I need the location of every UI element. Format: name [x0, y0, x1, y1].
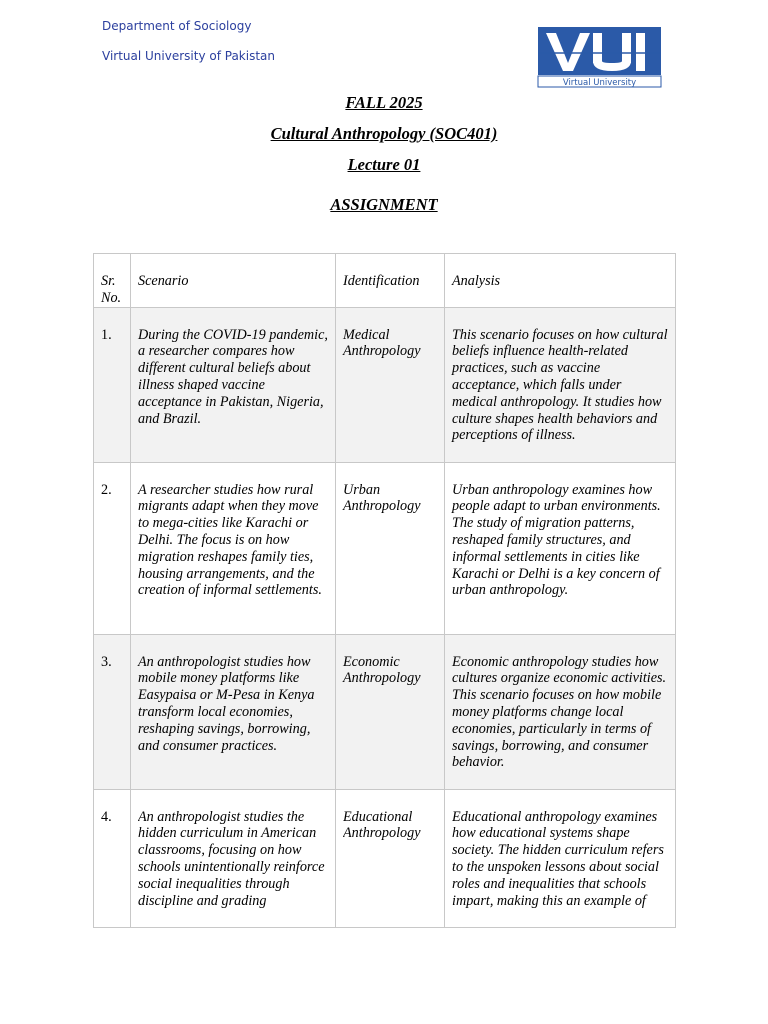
scenario-cell: An anthropologist studies how mobile money platforms like Easypaisa or M-Pesa in Kenya transform local economies, reshaping savings, borrowing, and consumer practices. — [131, 634, 336, 789]
identification-cell: Urban Anthropology — [336, 462, 445, 634]
analysis-cell: Economic anthropology studies how cultures organize economic activities. This scenario focuses on how mobile money platforms change local economies, particularly in terms of savings, borrowing, and consumer behavior. — [445, 634, 676, 789]
identification-cell — [336, 789, 445, 927]
assignment-table — [93, 253, 676, 928]
row-number: 1. — [94, 307, 131, 462]
header-identification: Identification — [336, 254, 445, 308]
row-number: 4. — [94, 789, 131, 927]
scenario-text: An anthropologist studies the hidden curriculum in American classrooms, focusing on how schools unintentionally reinforce social inequalities through discipline and grading — [138, 808, 325, 909]
vu-logo-icon — [536, 25, 663, 89]
analysis-cell: This scenario focuses on how cultural beliefs influence health-related practices, such as vaccine acceptance, which falls under medical anthropology. It studies how culture shapes health behaviors and perceptions of illness. — [445, 307, 676, 462]
department-name: Department of Sociology — [102, 19, 252, 33]
university-name: Virtual University of Pakistan — [102, 49, 276, 63]
header-analysis: Analysis — [445, 254, 676, 308]
row-number: 2. — [94, 462, 131, 634]
header-scenario: Scenario — [131, 254, 336, 308]
table-header-row — [94, 254, 676, 308]
logo-text: Virtual University — [562, 78, 637, 88]
row-number: 3. — [94, 634, 131, 789]
table-row — [94, 789, 676, 927]
term-title: FALL 2025 — [345, 93, 423, 112]
course-title: Cultural Anthropology (SOC401) — [270, 124, 498, 143]
identification-cell: Medical Anthropology — [336, 307, 445, 462]
analysis-cell — [445, 789, 676, 927]
analysis-text: Educational anthropology examines how educational systems shape society. The hidden curriculum refers to the unspoken lessons about social roles and inequalities that schools impart, making this an example of — [452, 808, 664, 909]
lecture-title: Lecture 01 — [347, 155, 421, 174]
table-row — [94, 462, 676, 634]
scenario-cell: A researcher studies how rural migrants adapt when they move to mega-cities like Karachi or Delhi. The focus is on how migration reshapes family ties, housing arrangements, and the creation of informal settlements. — [131, 462, 336, 634]
assignment-title: ASSIGNMENT — [330, 195, 438, 214]
identification-cell: Economic Anthropology — [336, 634, 445, 789]
identification-text: Educational Anthropology — [343, 808, 421, 842]
scenario-cell: During the COVID-19 pandemic, a researcher compares how different cultural beliefs about illness shaped vaccine acceptance in Pakistan, Nigeria, and Brazil. — [131, 307, 336, 462]
table-row — [94, 634, 676, 789]
table-row — [94, 307, 676, 462]
scenario-cell — [131, 789, 336, 927]
header-sr-no: Sr. No. — [94, 254, 131, 308]
analysis-cell: Urban anthropology examines how people adapt to urban environments. The study of migration patterns, reshaped family structures, and informal settlements in cities like Karachi or Delhi is a key concern of urban anthropology. — [445, 462, 676, 634]
